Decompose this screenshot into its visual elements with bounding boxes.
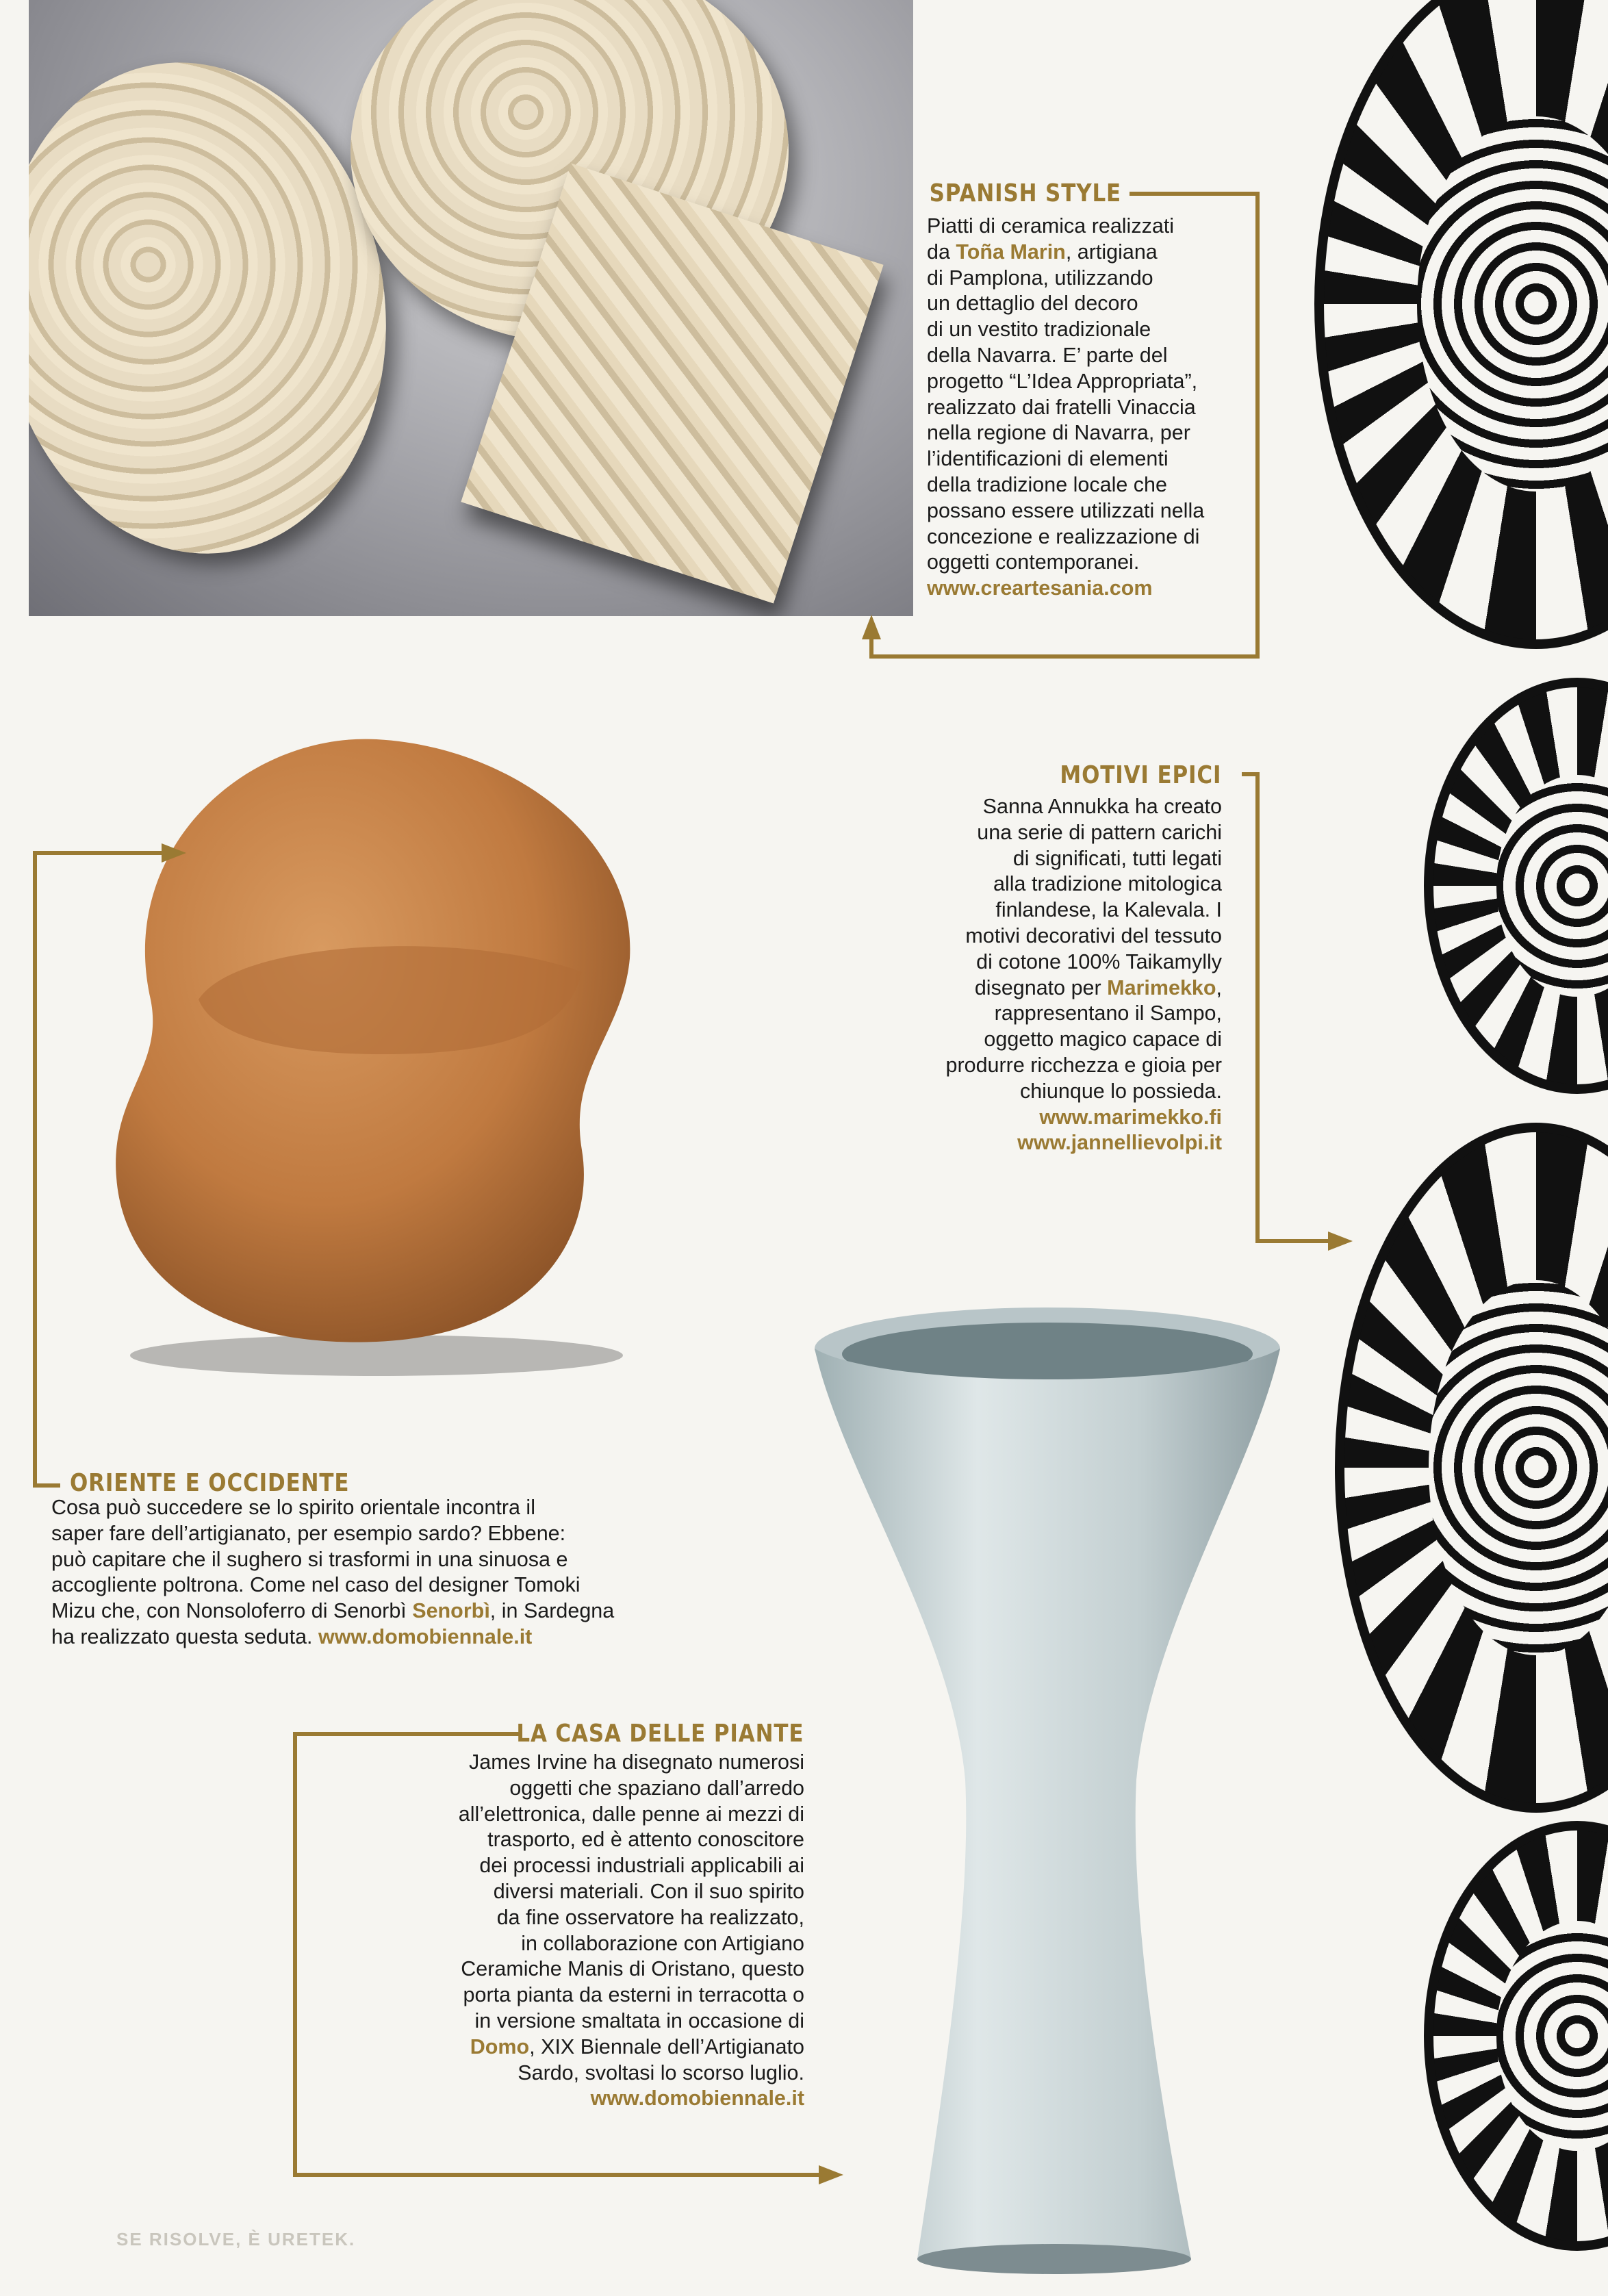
text-line	[411, 1802, 804, 1828]
text-span: chiunque lo possieda.	[1019, 1079, 1222, 1103]
casa-piante-title: LA CASA DELLE PIANTE	[516, 1720, 804, 1748]
text-span: finlandese, la Kalevala. I	[995, 898, 1222, 922]
text-span: progetto “L’Idea Appropriata”,	[927, 369, 1198, 393]
text-line	[869, 1079, 1222, 1105]
text-span: di significati, tutti legati	[1012, 846, 1222, 870]
spanish-style-text	[927, 214, 1249, 602]
text-line	[927, 369, 1249, 395]
text-line	[927, 395, 1249, 421]
text-span: della Navarra. E’ parte del	[927, 343, 1168, 367]
text-span: ,	[1216, 975, 1222, 999]
marimekko-link[interactable]: www.marimekko.fi	[1039, 1105, 1222, 1129]
spanish-style-link[interactable]: www.creartesania.com	[927, 576, 1153, 600]
callout-line	[1255, 192, 1260, 659]
text-line	[411, 1827, 804, 1853]
pattern-disc-3	[1335, 1123, 1608, 1813]
casa-piante-text	[411, 1750, 804, 2112]
callout-line	[869, 637, 873, 659]
motivi-epici-text	[869, 794, 1222, 1156]
callout-line	[293, 2173, 819, 2177]
text-line	[927, 240, 1249, 266]
text-span: , XIX Biennale dell’Artigianato	[529, 2034, 804, 2058]
text-span: James Irvine ha disegnato numerosi	[469, 1750, 804, 1774]
text-span: produrre ricchezza e gioia per	[945, 1053, 1222, 1077]
text-span: di Pamplona, utilizzando	[927, 266, 1153, 290]
text-span: , in Sardegna	[489, 1599, 615, 1623]
text-span: da	[927, 240, 956, 264]
text-line	[927, 214, 1249, 240]
text-span: un dettaglio del decoro	[927, 292, 1138, 316]
text-span: oggetti contemporanei.	[927, 550, 1140, 574]
text-line	[869, 1001, 1222, 1027]
text-span: disegnato per	[974, 975, 1108, 999]
ceramic-vase-photo	[801, 1301, 1280, 2296]
text-line	[927, 550, 1249, 576]
text-span: l’identificazioni di elementi	[927, 447, 1169, 471]
text-span: alla tradizione mitologica	[993, 872, 1222, 896]
text-span: porta pianta da esterni in terracotta o	[463, 1983, 804, 2007]
text-line	[869, 1053, 1222, 1079]
text-span: dei processi industriali applicabili ai	[479, 1854, 804, 1878]
text-line	[51, 1572, 688, 1598]
text-line	[927, 343, 1249, 369]
text-line	[51, 1547, 688, 1573]
text-line	[411, 1931, 804, 1957]
text-span: nella regione di Navarra, per	[927, 421, 1190, 445]
text-line	[927, 266, 1249, 292]
highlight-name: Toña Marin	[956, 240, 1066, 264]
text-line	[869, 949, 1222, 975]
photo-ceramic-plates	[29, 0, 913, 616]
motivi-epici-title: MOTIVI EPICI	[1060, 761, 1221, 789]
pattern-disc-1	[1314, 0, 1608, 649]
domobiennale-link[interactable]: www.domobiennale.it	[318, 1624, 533, 1648]
text-line	[411, 1776, 804, 1802]
arrow-right-icon	[819, 2165, 843, 2184]
text-span: può capitare che il sughero si trasformi in una sinuosa e	[51, 1547, 568, 1571]
highlight-name: Marimekko	[1107, 975, 1216, 999]
text-line	[927, 446, 1249, 472]
text-line	[927, 498, 1249, 524]
oriente-occidente-title: ORIENTE E OCCIDENTE	[70, 1469, 350, 1497]
highlight-name: Domo	[470, 2034, 530, 2058]
text-span: diversi materiali. Con il suo spirito	[493, 1879, 804, 1903]
text-line	[927, 291, 1249, 317]
text-span: oggetto magico capace di	[984, 1028, 1222, 1051]
text-line	[927, 317, 1249, 343]
text-span: Mizu che, con Nonsoloferro di Senorbì	[51, 1599, 413, 1623]
text-line	[869, 897, 1222, 923]
text-span: una serie di pattern carichi	[977, 820, 1222, 844]
text-line	[411, 1853, 804, 1879]
text-span: da fine osservatore ha realizzato,	[496, 1905, 804, 1929]
text-line	[869, 871, 1222, 897]
callout-line	[33, 851, 37, 1488]
spanish-style-title: SPANISH STYLE	[929, 179, 1121, 207]
text-line	[411, 2008, 804, 2034]
callout-line	[33, 851, 163, 855]
text-line	[869, 975, 1222, 1002]
text-line	[869, 846, 1222, 872]
callout-line	[293, 1732, 297, 2177]
text-line	[869, 820, 1222, 846]
oriente-last-text: ha realizzato questa seduta.	[51, 1624, 318, 1648]
text-line	[411, 2061, 804, 2087]
text-line	[411, 1982, 804, 2008]
text-span: Ceramiche Manis di Oristano, questo	[461, 1957, 804, 1981]
jannellievolpi-link[interactable]: www.jannellievolpi.it	[1017, 1131, 1222, 1155]
text-line	[51, 1521, 688, 1547]
text-line	[411, 1956, 804, 1982]
text-line	[869, 794, 1222, 820]
text-span: motivi decorativi del tessuto	[965, 923, 1222, 947]
text-line	[411, 1879, 804, 1905]
pattern-disc-4	[1424, 1821, 1608, 2251]
text-span: all’elettronica, dalle penne ai mezzi di	[458, 1802, 804, 1826]
text-line	[411, 1750, 804, 1776]
oriente-occidente-text	[51, 1495, 688, 1650]
text-span: di cotone 100% Taikamylly	[976, 949, 1222, 973]
highlight-name: Senorbì	[412, 1599, 490, 1623]
text-span: Sardo, svoltasi lo scorso luglio.	[518, 2061, 804, 2084]
text-line	[927, 524, 1249, 550]
callout-line	[869, 654, 1260, 659]
text-span: accogliente poltrona. Come nel caso del designer Tomoki	[51, 1573, 580, 1597]
text-span: in collaborazione con Artigiano	[521, 1931, 804, 1955]
arrow-right-icon	[1328, 1232, 1353, 1251]
text-line	[411, 1905, 804, 1931]
callout-line	[293, 1732, 519, 1736]
text-line	[51, 1598, 688, 1624]
text-span: , artigiana	[1065, 240, 1158, 264]
domobiennale-link-2[interactable]: www.domobiennale.it	[590, 2087, 804, 2110]
pattern-disc-2	[1424, 678, 1608, 1094]
callout-line	[33, 1483, 60, 1488]
arrow-right-icon	[162, 843, 186, 863]
text-line	[411, 2034, 804, 2061]
text-span: della tradizione locale che	[927, 472, 1167, 496]
callout-line	[1255, 1239, 1331, 1243]
cork-armchair-photo	[89, 712, 657, 1383]
text-span: realizzato dai fratelli Vinaccia	[927, 395, 1196, 419]
text-span: di un vestito tradizionale	[927, 318, 1151, 342]
text-line	[927, 420, 1249, 446]
text-line	[51, 1495, 688, 1521]
callout-line	[1255, 772, 1260, 1243]
text-span: oggetti che spaziano dall’arredo	[509, 1776, 804, 1800]
text-line	[869, 1027, 1222, 1053]
text-span: trasporto, ed è attento conoscitore	[487, 1828, 804, 1852]
text-span: concezione e realizzazione di	[927, 524, 1200, 548]
text-span: possano essere utilizzati nella	[927, 498, 1205, 522]
text-line	[869, 923, 1222, 949]
text-span: Cosa può succedere se lo spirito orientale incontra il	[51, 1496, 535, 1519]
text-span: saper fare dell’artigianato, per esempio sardo? Ebbene:	[51, 1521, 566, 1545]
arrow-up-icon	[862, 615, 881, 639]
callout-line	[1130, 192, 1260, 196]
show-through-text: SE RISOLVE, È URETEK.	[116, 2229, 356, 2249]
text-line	[927, 472, 1249, 498]
text-span: in versione smaltata in occasione di	[474, 2008, 804, 2032]
text-span: Sanna Annukka ha creato	[982, 795, 1222, 818]
text-span: rappresentano il Sampo,	[994, 1002, 1222, 1025]
text-span: Piatti di ceramica realizzati	[927, 214, 1175, 238]
